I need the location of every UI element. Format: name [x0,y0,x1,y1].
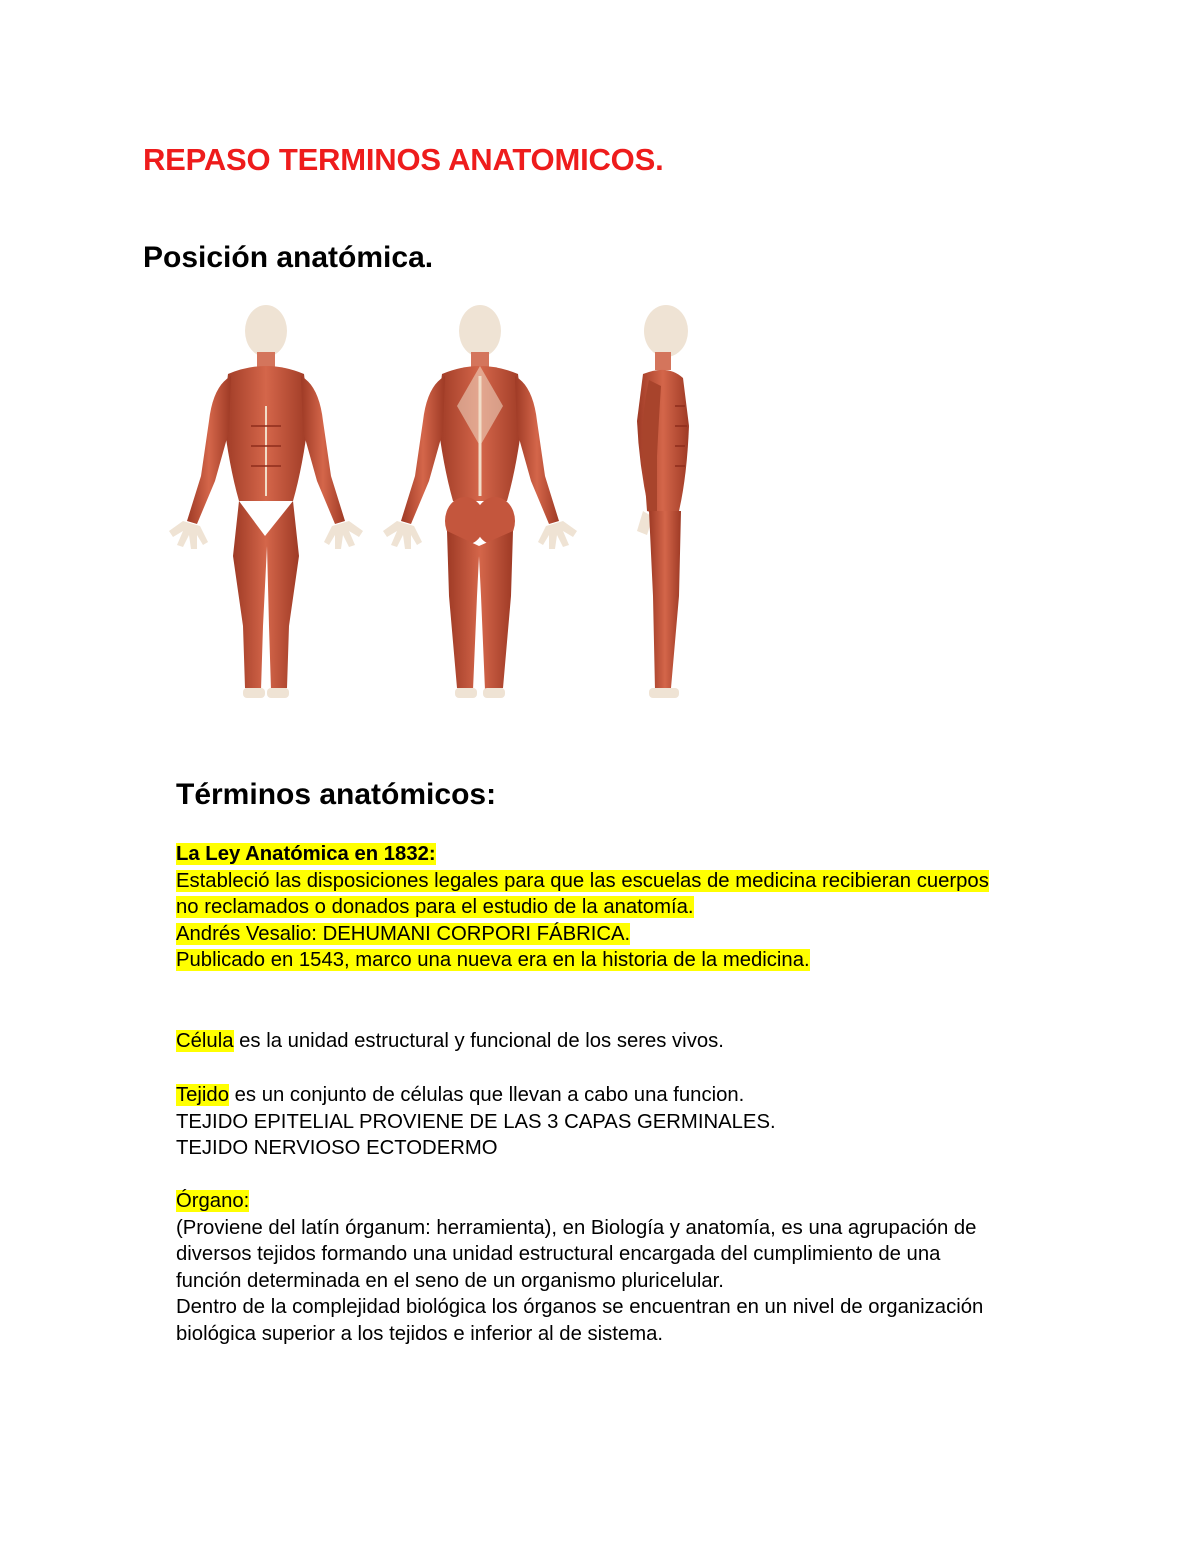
anatomical-position-figure [143,296,755,704]
organo-term: Órgano: [176,1190,250,1212]
celula-term: Célula [176,1030,234,1052]
organo-line-1: (Proviene del latín órganum: herramienta), en Biología y anatomía, es una agrupación de [176,1216,977,1239]
document-title: REPASO TERMINOS ANATOMICOS. [143,142,664,177]
ley-anatomica-block [176,841,1076,974]
organo-line-2: diversos tejidos formando una unidad estructural encargada del cumplimiento de una [176,1243,941,1266]
terms-heading: Términos anatómicos: [176,778,497,811]
tejido-paragraph [176,1082,1076,1162]
tejido-line-2: TEJIDO NERVIOSO ECTODERMO [176,1137,498,1160]
ley-heading: La Ley Anatómica en 1832: [176,843,436,865]
ley-line-2: no reclamados o donados para el estudio de la anatomía. [176,896,694,919]
organo-paragraph [176,1188,1076,1348]
tejido-definition: es un conjunto de células que llevan a cabo una funcion. [229,1084,745,1106]
section-heading-posicion: Posición anatómica. [143,241,434,274]
tejido-term: Tejido [176,1084,229,1106]
celula-paragraph [176,1028,1076,1055]
ley-line-1: Estableció las disposiciones legales para que las escuelas de medicina recibieran cuerpos [176,869,989,892]
organo-line-5: biológica superior a los tejidos e inferior al de sistema. [176,1322,663,1345]
tejido-line-1: TEJIDO EPITELIAL PROVIENE DE LAS 3 CAPAS GERMINALES. [176,1110,776,1133]
celula-definition: es la unidad estructural y funcional de los seres vivos. [233,1030,724,1052]
ley-line-4: Publicado en 1543, marco una nueva era en la historia de la medicina. [176,949,810,972]
organo-line-3: función determinada en el seno de un organismo pluricelular. [176,1269,724,1292]
ley-line-3: Andrés Vesalio: DEHUMANI CORPORI FÁBRICA. [176,922,631,945]
organo-line-4: Dentro de la complejidad biológica los órganos se encuentran en un nivel de organización [176,1296,984,1319]
